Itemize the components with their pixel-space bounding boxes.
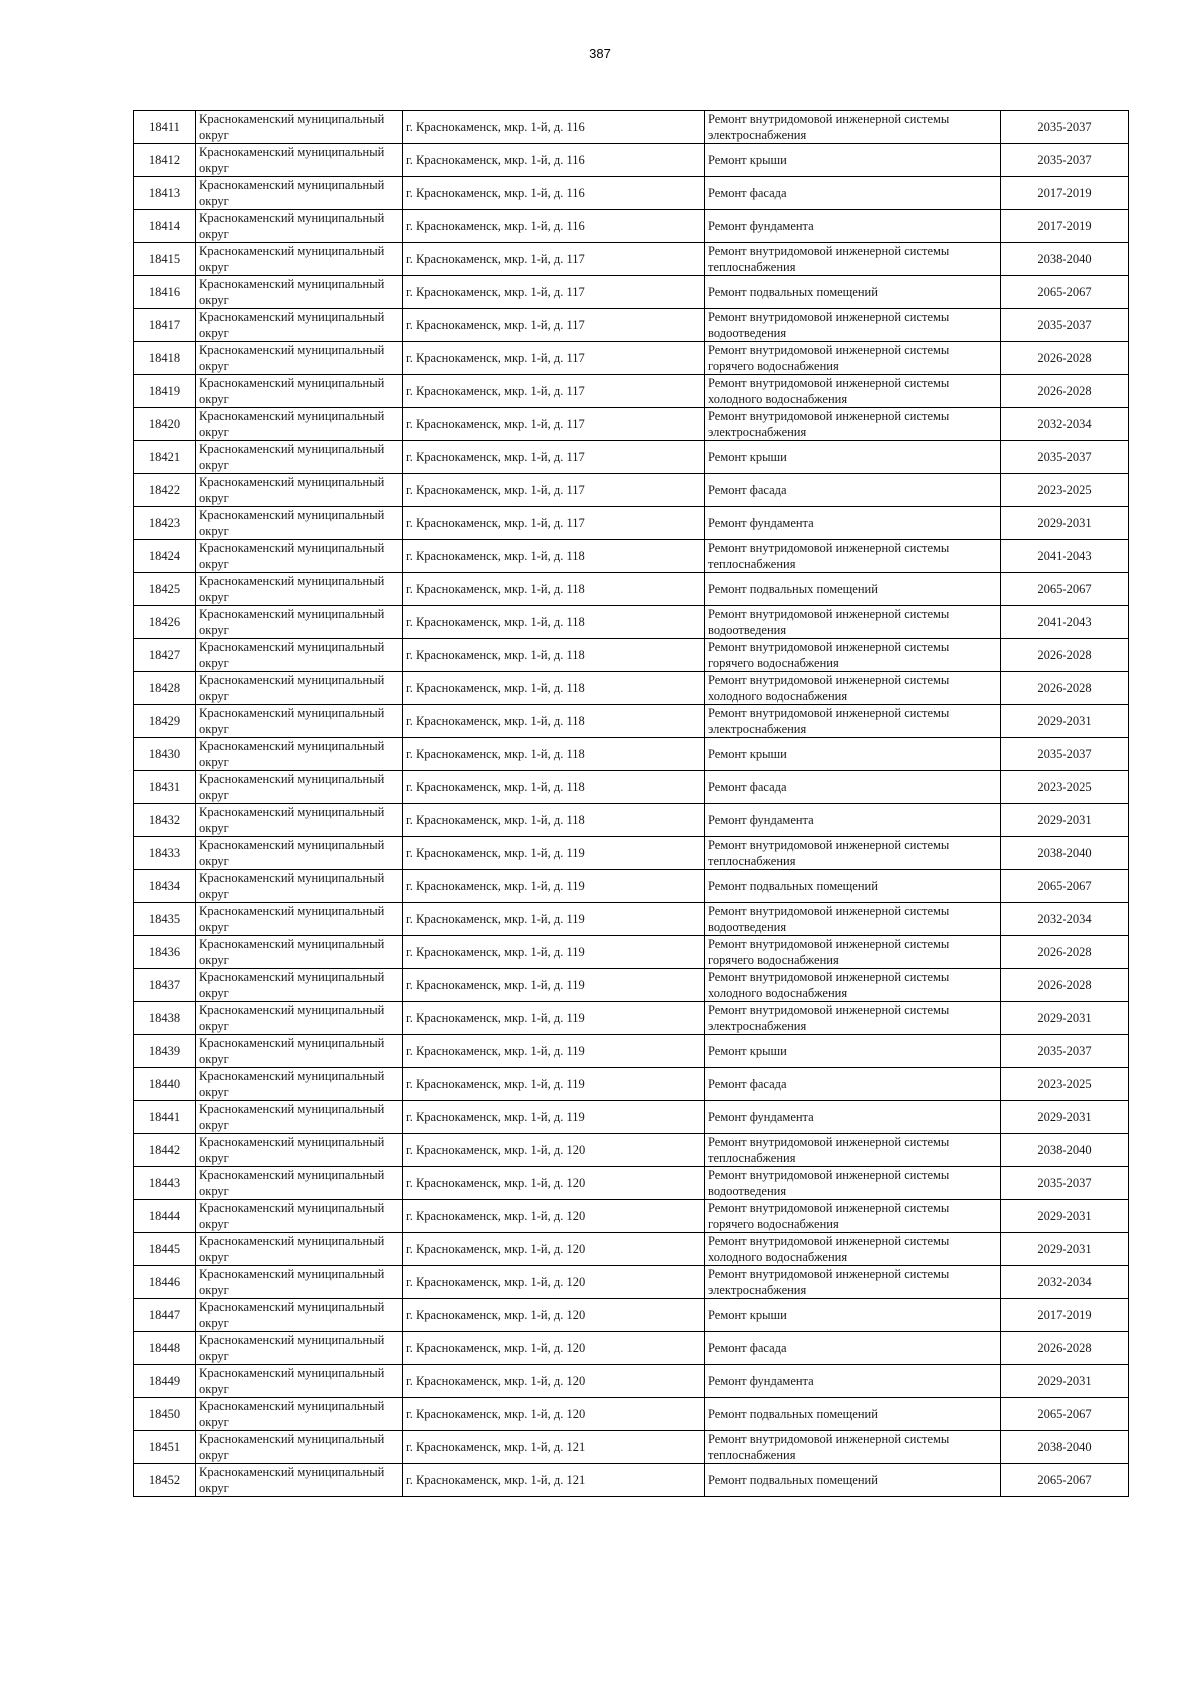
work-type-cell: Ремонт внутридомовой инженерной системы холодного водоснабжения bbox=[705, 672, 1001, 705]
table-row bbox=[134, 408, 1129, 441]
table-row bbox=[134, 771, 1129, 804]
work-type-cell: Ремонт фундамента bbox=[705, 1365, 1001, 1398]
work-type-cell: Ремонт внутридомовой инженерной системы водоотведения bbox=[705, 903, 1001, 936]
municipality-cell: Краснокаменский муниципальный округ bbox=[196, 441, 403, 474]
period-cell: 2065-2067 bbox=[1001, 1464, 1129, 1497]
row-number-cell: 18440 bbox=[134, 1068, 196, 1101]
table-row bbox=[134, 1299, 1129, 1332]
address-cell: г. Краснокаменск, мкр. 1-й, д. 120 bbox=[403, 1365, 705, 1398]
row-number-cell: 18447 bbox=[134, 1299, 196, 1332]
address-cell: г. Краснокаменск, мкр. 1-й, д. 118 bbox=[403, 804, 705, 837]
municipality-cell: Краснокаменский муниципальный округ bbox=[196, 936, 403, 969]
work-type-cell: Ремонт внутридомовой инженерной системы электроснабжения bbox=[705, 111, 1001, 144]
table-row bbox=[134, 309, 1129, 342]
address-cell: г. Краснокаменск, мкр. 1-й, д. 119 bbox=[403, 969, 705, 1002]
table-row bbox=[134, 1398, 1129, 1431]
address-cell: г. Краснокаменск, мкр. 1-й, д. 118 bbox=[403, 606, 705, 639]
table-row bbox=[134, 1002, 1129, 1035]
row-number-cell: 18412 bbox=[134, 144, 196, 177]
municipality-cell: Краснокаменский муниципальный округ bbox=[196, 1431, 403, 1464]
row-number-cell: 18423 bbox=[134, 507, 196, 540]
row-number-cell: 18413 bbox=[134, 177, 196, 210]
municipality-cell: Краснокаменский муниципальный округ bbox=[196, 606, 403, 639]
municipality-cell: Краснокаменский муниципальный округ bbox=[196, 309, 403, 342]
municipality-cell: Краснокаменский муниципальный округ bbox=[196, 1365, 403, 1398]
period-cell: 2032-2034 bbox=[1001, 903, 1129, 936]
work-type-cell: Ремонт внутридомовой инженерной системы горячего водоснабжения bbox=[705, 342, 1001, 375]
row-number-cell: 18443 bbox=[134, 1167, 196, 1200]
work-type-cell: Ремонт внутридомовой инженерной системы электроснабжения bbox=[705, 705, 1001, 738]
address-cell: г. Краснокаменск, мкр. 1-й, д. 120 bbox=[403, 1299, 705, 1332]
table-body bbox=[134, 111, 1129, 1497]
address-cell: г. Краснокаменск, мкр. 1-й, д. 120 bbox=[403, 1266, 705, 1299]
address-cell: г. Краснокаменск, мкр. 1-й, д. 117 bbox=[403, 243, 705, 276]
address-cell: г. Краснокаменск, мкр. 1-й, д. 117 bbox=[403, 408, 705, 441]
work-type-cell: Ремонт фасада bbox=[705, 771, 1001, 804]
address-cell: г. Краснокаменск, мкр. 1-й, д. 120 bbox=[403, 1233, 705, 1266]
row-number-cell: 18445 bbox=[134, 1233, 196, 1266]
address-cell: г. Краснокаменск, мкр. 1-й, д. 117 bbox=[403, 375, 705, 408]
address-cell: г. Краснокаменск, мкр. 1-й, д. 121 bbox=[403, 1431, 705, 1464]
repair-schedule-table bbox=[133, 110, 1129, 1497]
address-cell: г. Краснокаменск, мкр. 1-й, д. 117 bbox=[403, 474, 705, 507]
municipality-cell: Краснокаменский муниципальный округ bbox=[196, 1035, 403, 1068]
table-row bbox=[134, 672, 1129, 705]
address-cell: г. Краснокаменск, мкр. 1-й, д. 119 bbox=[403, 1068, 705, 1101]
address-cell: г. Краснокаменск, мкр. 1-й, д. 118 bbox=[403, 540, 705, 573]
work-type-cell: Ремонт фасада bbox=[705, 177, 1001, 210]
period-cell: 2023-2025 bbox=[1001, 1068, 1129, 1101]
table-row bbox=[134, 1233, 1129, 1266]
row-number-cell: 18415 bbox=[134, 243, 196, 276]
address-cell: г. Краснокаменск, мкр. 1-й, д. 116 bbox=[403, 111, 705, 144]
period-cell: 2026-2028 bbox=[1001, 342, 1129, 375]
period-cell: 2026-2028 bbox=[1001, 936, 1129, 969]
municipality-cell: Краснокаменский муниципальный округ bbox=[196, 1299, 403, 1332]
period-cell: 2041-2043 bbox=[1001, 540, 1129, 573]
work-type-cell: Ремонт внутридомовой инженерной системы электроснабжения bbox=[705, 1002, 1001, 1035]
table-row bbox=[134, 1266, 1129, 1299]
work-type-cell: Ремонт внутридомовой инженерной системы горячего водоснабжения bbox=[705, 936, 1001, 969]
row-number-cell: 18420 bbox=[134, 408, 196, 441]
address-cell: г. Краснокаменск, мкр. 1-й, д. 118 bbox=[403, 738, 705, 771]
row-number-cell: 18452 bbox=[134, 1464, 196, 1497]
row-number-cell: 18436 bbox=[134, 936, 196, 969]
row-number-cell: 18419 bbox=[134, 375, 196, 408]
row-number-cell: 18435 bbox=[134, 903, 196, 936]
municipality-cell: Краснокаменский муниципальный округ bbox=[196, 1398, 403, 1431]
period-cell: 2035-2037 bbox=[1001, 309, 1129, 342]
row-number-cell: 18418 bbox=[134, 342, 196, 375]
table-row bbox=[134, 276, 1129, 309]
table-row bbox=[134, 705, 1129, 738]
table-row bbox=[134, 1464, 1129, 1497]
municipality-cell: Краснокаменский муниципальный округ bbox=[196, 1332, 403, 1365]
row-number-cell: 18411 bbox=[134, 111, 196, 144]
address-cell: г. Краснокаменск, мкр. 1-й, д. 116 bbox=[403, 177, 705, 210]
period-cell: 2029-2031 bbox=[1001, 507, 1129, 540]
period-cell: 2026-2028 bbox=[1001, 375, 1129, 408]
municipality-cell: Краснокаменский муниципальный округ bbox=[196, 837, 403, 870]
period-cell: 2038-2040 bbox=[1001, 243, 1129, 276]
row-number-cell: 18432 bbox=[134, 804, 196, 837]
row-number-cell: 18416 bbox=[134, 276, 196, 309]
table-row bbox=[134, 474, 1129, 507]
table-row bbox=[134, 375, 1129, 408]
period-cell: 2029-2031 bbox=[1001, 705, 1129, 738]
table-row bbox=[134, 441, 1129, 474]
row-number-cell: 18414 bbox=[134, 210, 196, 243]
table-row bbox=[134, 342, 1129, 375]
municipality-cell: Краснокаменский муниципальный округ bbox=[196, 408, 403, 441]
work-type-cell: Ремонт фундамента bbox=[705, 507, 1001, 540]
row-number-cell: 18417 bbox=[134, 309, 196, 342]
work-type-cell: Ремонт фасада bbox=[705, 474, 1001, 507]
row-number-cell: 18450 bbox=[134, 1398, 196, 1431]
table-row bbox=[134, 1431, 1129, 1464]
municipality-cell: Краснокаменский муниципальный округ bbox=[196, 903, 403, 936]
row-number-cell: 18437 bbox=[134, 969, 196, 1002]
period-cell: 2017-2019 bbox=[1001, 210, 1129, 243]
table-row bbox=[134, 870, 1129, 903]
period-cell: 2026-2028 bbox=[1001, 672, 1129, 705]
municipality-cell: Краснокаменский муниципальный округ bbox=[196, 804, 403, 837]
row-number-cell: 18434 bbox=[134, 870, 196, 903]
municipality-cell: Краснокаменский муниципальный округ bbox=[196, 1266, 403, 1299]
period-cell: 2035-2037 bbox=[1001, 738, 1129, 771]
work-type-cell: Ремонт внутридомовой инженерной системы теплоснабжения bbox=[705, 1134, 1001, 1167]
address-cell: г. Краснокаменск, мкр. 1-й, д. 119 bbox=[403, 1002, 705, 1035]
municipality-cell: Краснокаменский муниципальный округ bbox=[196, 1068, 403, 1101]
municipality-cell: Краснокаменский муниципальный округ bbox=[196, 639, 403, 672]
period-cell: 2035-2037 bbox=[1001, 111, 1129, 144]
period-cell: 2026-2028 bbox=[1001, 969, 1129, 1002]
period-cell: 2032-2034 bbox=[1001, 408, 1129, 441]
address-cell: г. Краснокаменск, мкр. 1-й, д. 120 bbox=[403, 1200, 705, 1233]
table-row bbox=[134, 639, 1129, 672]
table-row bbox=[134, 804, 1129, 837]
municipality-cell: Краснокаменский муниципальный округ bbox=[196, 705, 403, 738]
municipality-cell: Краснокаменский муниципальный округ bbox=[196, 672, 403, 705]
address-cell: г. Краснокаменск, мкр. 1-й, д. 117 bbox=[403, 276, 705, 309]
work-type-cell: Ремонт фундамента bbox=[705, 1101, 1001, 1134]
period-cell: 2035-2037 bbox=[1001, 1167, 1129, 1200]
address-cell: г. Краснокаменск, мкр. 1-й, д. 121 bbox=[403, 1464, 705, 1497]
row-number-cell: 18446 bbox=[134, 1266, 196, 1299]
row-number-cell: 18444 bbox=[134, 1200, 196, 1233]
address-cell: г. Краснокаменск, мкр. 1-й, д. 118 bbox=[403, 771, 705, 804]
work-type-cell: Ремонт крыши bbox=[705, 1299, 1001, 1332]
period-cell: 2029-2031 bbox=[1001, 1002, 1129, 1035]
work-type-cell: Ремонт внутридомовой инженерной системы электроснабжения bbox=[705, 1266, 1001, 1299]
period-cell: 2065-2067 bbox=[1001, 573, 1129, 606]
work-type-cell: Ремонт подвальных помещений bbox=[705, 276, 1001, 309]
municipality-cell: Краснокаменский муниципальный округ bbox=[196, 243, 403, 276]
work-type-cell: Ремонт подвальных помещений bbox=[705, 573, 1001, 606]
work-type-cell: Ремонт внутридомовой инженерной системы водоотведения bbox=[705, 606, 1001, 639]
work-type-cell: Ремонт фундамента bbox=[705, 210, 1001, 243]
work-type-cell: Ремонт крыши bbox=[705, 738, 1001, 771]
work-type-cell: Ремонт внутридомовой инженерной системы водоотведения bbox=[705, 1167, 1001, 1200]
period-cell: 2017-2019 bbox=[1001, 177, 1129, 210]
period-cell: 2023-2025 bbox=[1001, 474, 1129, 507]
period-cell: 2029-2031 bbox=[1001, 1233, 1129, 1266]
table-row bbox=[134, 1200, 1129, 1233]
municipality-cell: Краснокаменский муниципальный округ bbox=[196, 771, 403, 804]
address-cell: г. Краснокаменск, мкр. 1-й, д. 117 bbox=[403, 309, 705, 342]
address-cell: г. Краснокаменск, мкр. 1-й, д. 118 bbox=[403, 573, 705, 606]
work-type-cell: Ремонт внутридомовой инженерной системы водоотведения bbox=[705, 309, 1001, 342]
row-number-cell: 18448 bbox=[134, 1332, 196, 1365]
period-cell: 2038-2040 bbox=[1001, 837, 1129, 870]
work-type-cell: Ремонт фасада bbox=[705, 1068, 1001, 1101]
period-cell: 2065-2067 bbox=[1001, 1398, 1129, 1431]
address-cell: г. Краснокаменск, мкр. 1-й, д. 118 bbox=[403, 639, 705, 672]
period-cell: 2032-2034 bbox=[1001, 1266, 1129, 1299]
work-type-cell: Ремонт внутридомовой инженерной системы горячего водоснабжения bbox=[705, 639, 1001, 672]
row-number-cell: 18441 bbox=[134, 1101, 196, 1134]
municipality-cell: Краснокаменский муниципальный округ bbox=[196, 276, 403, 309]
table-row bbox=[134, 1134, 1129, 1167]
work-type-cell: Ремонт внутридомовой инженерной системы холодного водоснабжения bbox=[705, 969, 1001, 1002]
table-row bbox=[134, 210, 1129, 243]
work-type-cell: Ремонт подвальных помещений bbox=[705, 1464, 1001, 1497]
municipality-cell: Краснокаменский муниципальный округ bbox=[196, 507, 403, 540]
address-cell: г. Краснокаменск, мкр. 1-й, д. 120 bbox=[403, 1167, 705, 1200]
period-cell: 2029-2031 bbox=[1001, 804, 1129, 837]
row-number-cell: 18449 bbox=[134, 1365, 196, 1398]
row-number-cell: 18438 bbox=[134, 1002, 196, 1035]
table-row bbox=[134, 837, 1129, 870]
address-cell: г. Краснокаменск, мкр. 1-й, д. 117 bbox=[403, 507, 705, 540]
period-cell: 2035-2037 bbox=[1001, 441, 1129, 474]
municipality-cell: Краснокаменский муниципальный округ bbox=[196, 540, 403, 573]
work-type-cell: Ремонт подвальных помещений bbox=[705, 870, 1001, 903]
table-row bbox=[134, 573, 1129, 606]
table-row bbox=[134, 507, 1129, 540]
table-row bbox=[134, 606, 1129, 639]
municipality-cell: Краснокаменский муниципальный округ bbox=[196, 870, 403, 903]
address-cell: г. Краснокаменск, мкр. 1-й, д. 116 bbox=[403, 210, 705, 243]
municipality-cell: Краснокаменский муниципальный округ bbox=[196, 1233, 403, 1266]
period-cell: 2029-2031 bbox=[1001, 1200, 1129, 1233]
table-row bbox=[134, 1068, 1129, 1101]
period-cell: 2035-2037 bbox=[1001, 144, 1129, 177]
work-type-cell: Ремонт внутридомовой инженерной системы горячего водоснабжения bbox=[705, 1200, 1001, 1233]
table-row bbox=[134, 1035, 1129, 1068]
address-cell: г. Краснокаменск, мкр. 1-й, д. 119 bbox=[403, 837, 705, 870]
work-type-cell: Ремонт фасада bbox=[705, 1332, 1001, 1365]
period-cell: 2041-2043 bbox=[1001, 606, 1129, 639]
period-cell: 2038-2040 bbox=[1001, 1431, 1129, 1464]
municipality-cell: Краснокаменский муниципальный округ bbox=[196, 111, 403, 144]
row-number-cell: 18427 bbox=[134, 639, 196, 672]
row-number-cell: 18425 bbox=[134, 573, 196, 606]
table-row bbox=[134, 144, 1129, 177]
municipality-cell: Краснокаменский муниципальный округ bbox=[196, 738, 403, 771]
work-type-cell: Ремонт внутридомовой инженерной системы теплоснабжения bbox=[705, 837, 1001, 870]
period-cell: 2026-2028 bbox=[1001, 1332, 1129, 1365]
work-type-cell: Ремонт фундамента bbox=[705, 804, 1001, 837]
table-row bbox=[134, 969, 1129, 1002]
table-row bbox=[134, 111, 1129, 144]
row-number-cell: 18442 bbox=[134, 1134, 196, 1167]
period-cell: 2029-2031 bbox=[1001, 1101, 1129, 1134]
work-type-cell: Ремонт подвальных помещений bbox=[705, 1398, 1001, 1431]
period-cell: 2026-2028 bbox=[1001, 639, 1129, 672]
work-type-cell: Ремонт внутридомовой инженерной системы электроснабжения bbox=[705, 408, 1001, 441]
work-type-cell: Ремонт крыши bbox=[705, 144, 1001, 177]
work-type-cell: Ремонт внутридомовой инженерной системы холодного водоснабжения bbox=[705, 1233, 1001, 1266]
municipality-cell: Краснокаменский муниципальный округ bbox=[196, 969, 403, 1002]
address-cell: г. Краснокаменск, мкр. 1-й, д. 119 bbox=[403, 1035, 705, 1068]
period-cell: 2023-2025 bbox=[1001, 771, 1129, 804]
address-cell: г. Краснокаменск, мкр. 1-й, д. 120 bbox=[403, 1134, 705, 1167]
table-row bbox=[134, 1167, 1129, 1200]
municipality-cell: Краснокаменский муниципальный округ bbox=[196, 573, 403, 606]
address-cell: г. Краснокаменск, мкр. 1-й, д. 117 bbox=[403, 342, 705, 375]
table-row bbox=[134, 936, 1129, 969]
table-row bbox=[134, 1365, 1129, 1398]
period-cell: 2029-2031 bbox=[1001, 1365, 1129, 1398]
row-number-cell: 18424 bbox=[134, 540, 196, 573]
period-cell: 2065-2067 bbox=[1001, 870, 1129, 903]
row-number-cell: 18451 bbox=[134, 1431, 196, 1464]
table-row bbox=[134, 243, 1129, 276]
table-row bbox=[134, 177, 1129, 210]
municipality-cell: Краснокаменский муниципальный округ bbox=[196, 1167, 403, 1200]
municipality-cell: Краснокаменский муниципальный округ bbox=[196, 1134, 403, 1167]
work-type-cell: Ремонт внутридомовой инженерной системы холодного водоснабжения bbox=[705, 375, 1001, 408]
address-cell: г. Краснокаменск, мкр. 1-й, д. 120 bbox=[403, 1398, 705, 1431]
period-cell: 2065-2067 bbox=[1001, 276, 1129, 309]
address-cell: г. Краснокаменск, мкр. 1-й, д. 118 bbox=[403, 705, 705, 738]
row-number-cell: 18426 bbox=[134, 606, 196, 639]
work-type-cell: Ремонт крыши bbox=[705, 1035, 1001, 1068]
municipality-cell: Краснокаменский муниципальный округ bbox=[196, 1101, 403, 1134]
row-number-cell: 18429 bbox=[134, 705, 196, 738]
table-row bbox=[134, 903, 1129, 936]
row-number-cell: 18431 bbox=[134, 771, 196, 804]
work-type-cell: Ремонт внутридомовой инженерной системы теплоснабжения bbox=[705, 243, 1001, 276]
table-row bbox=[134, 1101, 1129, 1134]
row-number-cell: 18439 bbox=[134, 1035, 196, 1068]
row-number-cell: 18428 bbox=[134, 672, 196, 705]
period-cell: 2038-2040 bbox=[1001, 1134, 1129, 1167]
address-cell: г. Краснокаменск, мкр. 1-й, д. 119 bbox=[403, 1101, 705, 1134]
municipality-cell: Краснокаменский муниципальный округ bbox=[196, 177, 403, 210]
municipality-cell: Краснокаменский муниципальный округ bbox=[196, 375, 403, 408]
table-row bbox=[134, 738, 1129, 771]
page-number: 387 bbox=[589, 46, 611, 61]
row-number-cell: 18422 bbox=[134, 474, 196, 507]
municipality-cell: Краснокаменский муниципальный округ bbox=[196, 474, 403, 507]
work-type-cell: Ремонт внутридомовой инженерной системы теплоснабжения bbox=[705, 1431, 1001, 1464]
period-cell: 2035-2037 bbox=[1001, 1035, 1129, 1068]
row-number-cell: 18430 bbox=[134, 738, 196, 771]
municipality-cell: Краснокаменский муниципальный округ bbox=[196, 144, 403, 177]
municipality-cell: Краснокаменский муниципальный округ bbox=[196, 1200, 403, 1233]
address-cell: г. Краснокаменск, мкр. 1-й, д. 116 bbox=[403, 144, 705, 177]
municipality-cell: Краснокаменский муниципальный округ bbox=[196, 342, 403, 375]
row-number-cell: 18421 bbox=[134, 441, 196, 474]
row-number-cell: 18433 bbox=[134, 837, 196, 870]
address-cell: г. Краснокаменск, мкр. 1-й, д. 117 bbox=[403, 441, 705, 474]
table-row bbox=[134, 540, 1129, 573]
address-cell: г. Краснокаменск, мкр. 1-й, д. 120 bbox=[403, 1332, 705, 1365]
municipality-cell: Краснокаменский муниципальный округ bbox=[196, 210, 403, 243]
work-type-cell: Ремонт крыши bbox=[705, 441, 1001, 474]
address-cell: г. Краснокаменск, мкр. 1-й, д. 119 bbox=[403, 903, 705, 936]
municipality-cell: Краснокаменский муниципальный округ bbox=[196, 1464, 403, 1497]
work-type-cell: Ремонт внутридомовой инженерной системы теплоснабжения bbox=[705, 540, 1001, 573]
table-row bbox=[134, 1332, 1129, 1365]
period-cell: 2017-2019 bbox=[1001, 1299, 1129, 1332]
address-cell: г. Краснокаменск, мкр. 1-й, д. 118 bbox=[403, 672, 705, 705]
municipality-cell: Краснокаменский муниципальный округ bbox=[196, 1002, 403, 1035]
address-cell: г. Краснокаменск, мкр. 1-й, д. 119 bbox=[403, 936, 705, 969]
address-cell: г. Краснокаменск, мкр. 1-й, д. 119 bbox=[403, 870, 705, 903]
